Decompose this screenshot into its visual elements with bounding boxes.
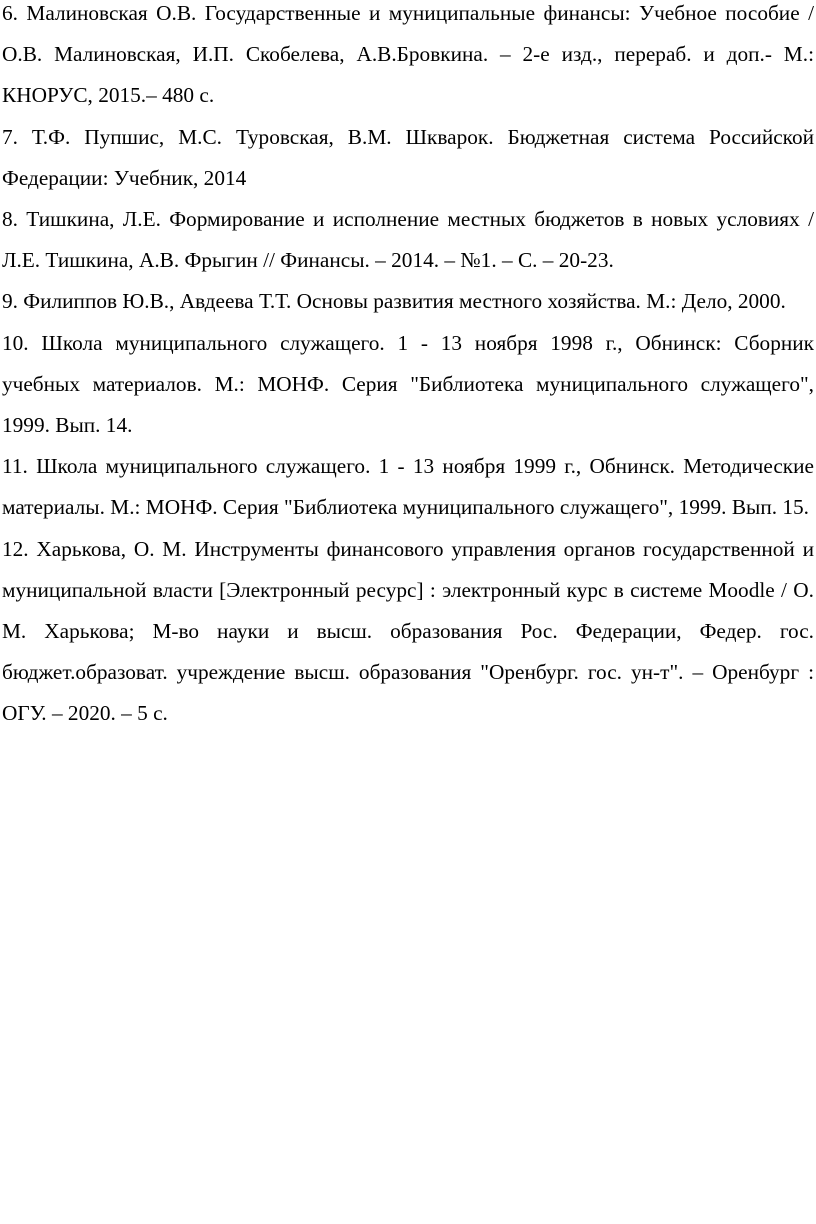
reference-item-6: 6. Малиновская О.В. Государственные и муниципальные финансы: Учебное пособие / О.В. Малиновская, И.П. Скобелева, А.В.Бровкина. – 2-е изд., перераб. и доп.- М.: КНОРУС, 2015.– 480 с.: [2, 1, 814, 108]
reference-item-11: 11. Школа муниципального служащего. 1 - 13 ноября 1999 г., Обнинск. Методические материалы. М.: МОНФ. Серия "Библиотека муниципального служащего", 1999. Вып. 15.: [2, 454, 814, 520]
reference-item-7: 7. Т.Ф. Пупшис, М.С. Туровская, В.М. Шкварок. Бюджетная система Российской Федерации: Учебник, 2014: [2, 124, 814, 190]
reference-item-8: 8. Тишкина, Л.Е. Формирование и исполнение местных бюджетов в новых условиях / Л.Е. Тишкина, А.В. Фрыгин // Финансы. – 2014. – №1. – С. – 20-23.: [2, 207, 814, 273]
reference-item-12: 12. Харькова, О. М. Инструменты финансового управления органов государственной и муниципальной власти [Электронный ресурс] : электронный курс в системе Moodle / О. М. Харькова; М-во науки и высш. образования Рос. Федерации, Федер. гос. бюджет.образоват. учреждение высш. образования "Оренбург. гос. ун-т". – Оренбург : ОГУ. – 2020. – 5 с.: [2, 536, 814, 726]
reference-item-9: 9. Филиппов Ю.В., Авдеева Т.Т. Основы развития местного хозяйства. М.: Дело, 2000.: [2, 289, 786, 314]
reference-list: [2, 0, 814, 735]
reference-item-10: 10. Школа муниципального служащего. 1 - 13 ноября 1998 г., Обнинск: Сборник учебных материалов. М.: МОНФ. Серия "Библиотека муниципального служащего", 1999. Вып. 14.: [2, 330, 814, 438]
